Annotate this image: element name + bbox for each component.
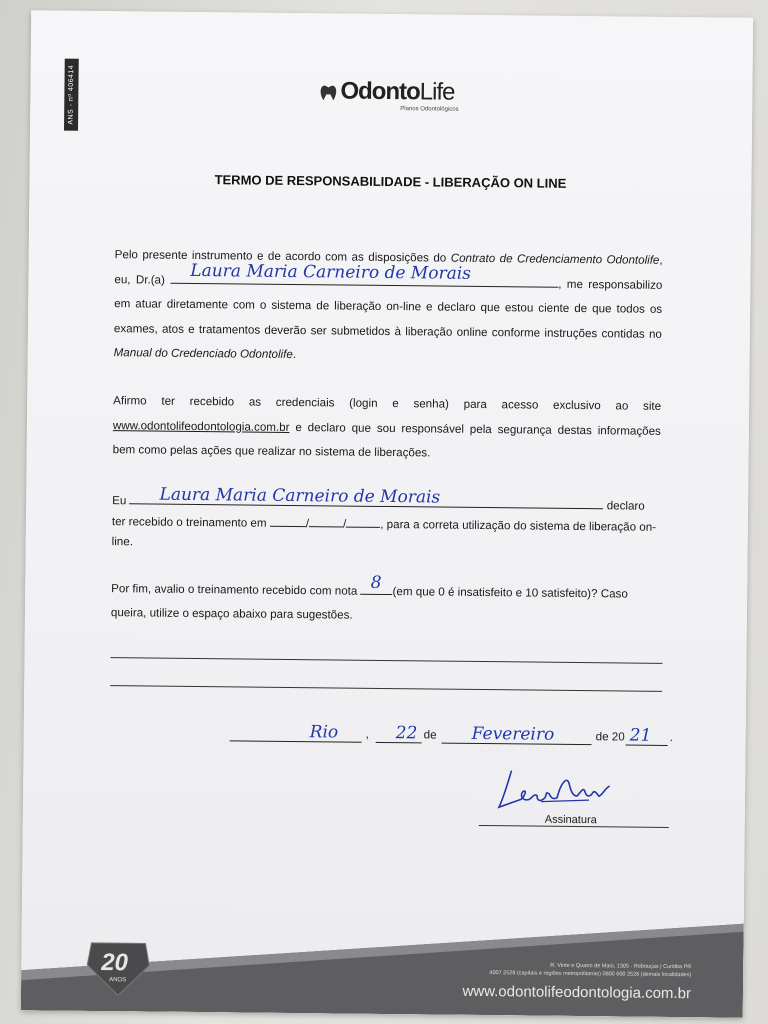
training-day-field [270, 513, 306, 526]
year-handwriting: 21 [629, 725, 652, 746]
signature-label: Assinatura [544, 813, 597, 827]
brand-name: OdontoLife [340, 77, 455, 106]
paragraph-training: Eu Laura Maria Carneiro de Morais declaro ter recebido o treinamento em / / , para a correta utilização do sistema de liberação on-line. [111, 484, 657, 549]
dentist-name-field [170, 260, 558, 287]
training-year-field [346, 514, 380, 527]
date-line: Rio , 22 de Fevereiro de 20 21 . [230, 724, 690, 749]
day-handwriting: 22 [395, 723, 418, 744]
website-link[interactable]: www.odontolifeodontologia.com.br [112, 418, 290, 434]
document-footer [21, 910, 744, 1018]
month-field [442, 723, 592, 746]
document-title: TERMO DE RESPONSABILIDADE - LIBERAÇÃO ON LINE [214, 172, 567, 191]
grade-handwriting: 8 [370, 572, 382, 593]
paragraph-evaluation: Por fim, avalio o treinamento recebido com nota 8 (em que 0 é insatisfeito e 10 satisfeito)? Caso queira, utilize o espaço abaixo para sugestões. [110, 572, 628, 622]
document-page [21, 10, 753, 1018]
suggestion-line-1 [110, 657, 662, 664]
trainee-name-handwriting: Laura Maria Carneiro de Morais [159, 484, 441, 508]
suggestion-line-2 [110, 685, 662, 692]
tooth-logo-icon [318, 83, 338, 103]
city-field [230, 722, 362, 743]
day-field [376, 723, 422, 744]
training-month-field [309, 514, 343, 527]
brand-tagline: Planos Odontológicos [400, 106, 459, 113]
trainee-name-field [130, 484, 604, 509]
dentist-name-handwriting: Laura Maria Carneiro de Morais [190, 260, 472, 284]
20-years-badge: 20 ANOS [83, 935, 154, 998]
grade-field [361, 572, 393, 595]
ans-registration-tag: ANS - nº 406414 [64, 59, 79, 131]
paragraph-declaration: Pelo presente instrumento e de acordo com as disposições do Contrato de Credenciamento Odontolife, eu, Dr.(a) Laura Maria Carneiro de Morais , me responsabilizo em atuar diretamente com o sistema de liberação on-line e declaro que estou ciente de que todos os exames, atos e tratamentos deverão ser submetidos à liberação online conforme instruções contidas no Manual do Credenciado Odontolife. [113, 248, 663, 362]
month-handwriting: Fevereiro [471, 723, 555, 745]
footer-website[interactable]: www.odontolifeodontologia.com.br [462, 982, 692, 1003]
city-handwriting: Rio [309, 722, 339, 743]
footer-address: R. Vinte e Quatro de Maio, 1305 - Rebouças | Curitiba PR 4007 2528 (capitais e regiões metropolitanas) 0800 600 2528 (demais localidades) [489, 962, 692, 979]
odontolife-logo [318, 75, 468, 117]
paragraph-credentials: Afirmo ter recebido as credenciais (login e senha) para acesso exclusivo ao site www.odontolifeodontologia.com.br e declaro que sou responsável pela segurança destas informações bem como pelas ações que realizar no sistema de liberações. [112, 394, 662, 460]
year-field [626, 725, 668, 746]
